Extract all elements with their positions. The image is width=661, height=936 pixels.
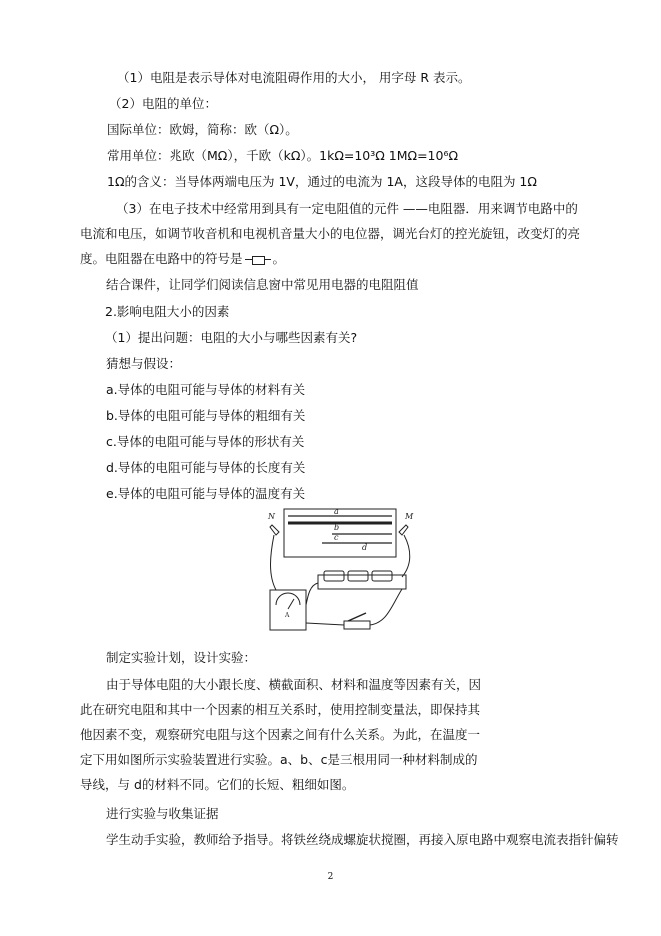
wire-battery-meter [306,583,318,605]
right-lead-wire [402,535,410,577]
section-heading-factors: 2.影响电阻大小的因素 [105,304,230,319]
text-line-common-units: 常用单位：兆欧（MΩ），千欧（kΩ）。1kΩ=10³Ω 1MΩ=10⁶Ω [107,148,459,163]
hypothesis-item-d: d.导体的电阻可能与导体的长度有关 [106,460,306,475]
ammeter-needle [288,599,294,609]
hypothesis-item-b: b.导体的电阻可能与导体的粗细有关 [106,408,306,423]
label-m: M [405,512,414,521]
resistor-symbol-icon [245,255,271,265]
label-d: d [362,543,368,552]
label-n: N [268,512,275,521]
label-ammeter: A [285,612,290,619]
paragraph-resistor-end: 。 [272,251,286,266]
page-number: 2 [327,872,334,882]
left-lead-wire [271,535,277,590]
wire-switch-battery [370,589,402,625]
hypothesis-item-a: a.导体的电阻可能与导体的材料有关 [106,382,306,397]
text-line-question: （1）提出问题：电阻的大小与哪些因素有关? [105,330,358,345]
text-line-resistance-definition: （1）电阻是表示导体对电流阻碍作用的大小， 用字母 R 表示。 [117,70,471,85]
battery-holder [318,575,406,589]
paragraph-resistor-text: （3）在电子技术中经常用到具有一定电阻值的元件 ——电阻器．用来调节电路中的电流和电压，如调节收音机和电视机音量大小的电位器，调光台灯的控光旋钮，改变灯的亮度。电阻器在电路中的符号是 [80,201,581,266]
label-c: c [334,533,339,542]
text-line-unit-heading: （2）电阻的单位： [109,96,217,111]
text-line-experiment-heading: 进行实验与收集证据 [106,806,219,821]
ammeter-body [270,590,306,630]
experiment-apparatus-figure [262,505,416,635]
hypothesis-item-c: c.导体的电阻可能与导体的形状有关 [106,434,305,449]
switch-lever [348,613,366,621]
wire-meter-switch [306,623,344,625]
paragraph-resistor [80,196,580,271]
battery-2 [348,571,368,581]
ammeter-dial [276,593,300,605]
paragraph-control-variables: 由于导体电阻的大小跟长度、横截面积、材料和温度等因素有关，因此在研究电阻和其中一个因素的相互关系时，使用控制变量法，即保持其他因素不变，观察研究电阻与这个因素之间有什么关系。为此，在温度一定下用如图所示实验装置进行实验。a、b、c是三根用同一种材料制成的导线，与 d的材料不同。它们的长短、粗细如图。 [80,677,482,792]
label-a: a [334,507,339,516]
text-line-courseware: 结合课件，让同学们阅读信息窗中常见用电器的电阻阻值 [106,277,419,292]
battery-3 [372,571,392,581]
text-line-hypothesis-heading: 猜想与假设： [106,356,182,371]
text-line-student-experiment: 学生动手实验，教师给予指导。将铁丝绕成螺旋状搅圈，再接入原电路中观察电流表指针偏转 [106,832,619,847]
left-clip-icon [270,525,279,535]
label-b: b [334,523,340,532]
battery-1 [324,571,344,581]
right-clip-icon [399,525,408,535]
text-line-ohm-meaning: 1Ω的含义：当导体两端电压为 1V，通过的电流为 1A，这段导体的电阻为 1Ω [107,174,537,189]
text-line-si-unit: 国际单位：欧姆，简称：欧（Ω）。 [107,122,298,137]
switch-base [344,621,370,629]
hypothesis-item-e: e.导体的电阻可能与导体的温度有关 [106,486,306,501]
text-line-plan-heading: 制定实验计划，设计实验： [106,650,257,665]
